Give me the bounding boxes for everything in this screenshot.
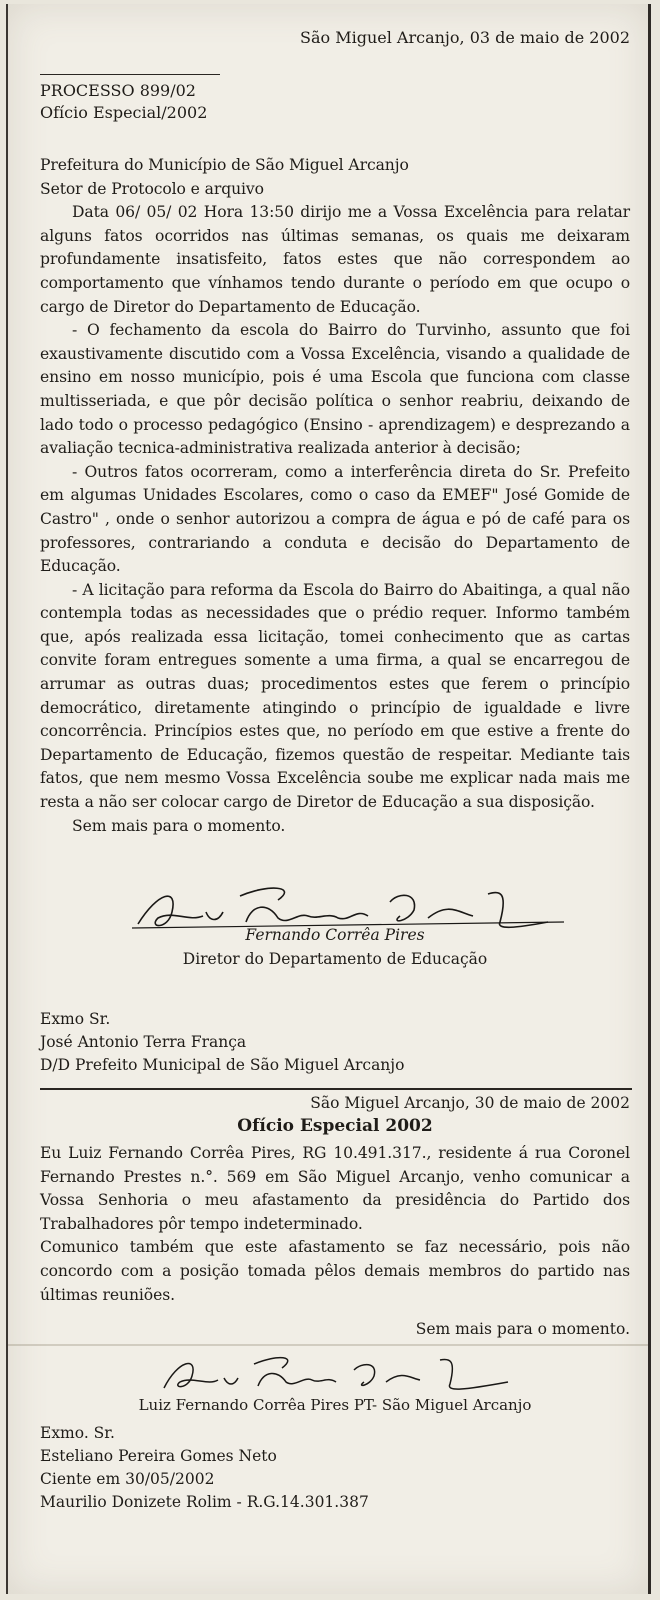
letter2-title: Ofício Especial 2002 (237, 1116, 433, 1136)
letter1-body (40, 154, 630, 838)
section-divider (40, 1088, 632, 1090)
signer-title: Diretor do Departamento de Educação (182, 950, 488, 968)
letter1-header (40, 80, 630, 124)
letter2-closing: Sem mais para o momento. (415, 1320, 630, 1338)
header-rule (40, 74, 220, 75)
letter2-addressee (40, 1422, 630, 1514)
paragraph: Comunico também que este afastamento se faz necessário, pois não concordo com a posição tomada pêlos demais membros do partido nas últimas reuniões. (40, 1238, 630, 1304)
newspaper-clipping (6, 4, 651, 1594)
addressee-line: D/D Prefeito Municipal de São Miguel Arcanjo (40, 1056, 405, 1074)
letter2-signer: Luiz Fernando Corrêa Pires PT- São Miguel Arcanjo (138, 1396, 532, 1414)
oficio-label: Ofício Especial/2002 (40, 103, 208, 122)
paper-fold (8, 1344, 648, 1346)
addressee-line: José Antonio Terra França (40, 1033, 247, 1051)
paragraph: - O fechamento da escola do Bairro do Turvinho, assunto que foi exaustivamente discutido com a Vossa Excelência, visando a qualidade de ensino em nosso município, pois é uma Escola que funciona com classe multisseriada, e que pôr decisão política o senhor reabriu, deixando de lado todo o processo pedagógico (Ensino - aprendizagem) e desprezando a avaliação tecnica-administrativa realizada anterior à decisão; (40, 321, 630, 458)
recipient-line: Prefeitura do Município de São Miguel Arcanjo (40, 156, 409, 174)
addressee-line: Exmo Sr. (40, 1010, 111, 1028)
paragraph: - A licitação para reforma da Escola do Bairro do Abaitinga, a qual não contempla todas as necessidades que o prédio requer. Informo também que, após realizada essa licitação, tomei conhecimento que as cartas convite foram entregues somente a uma firma, a qual se encarregou de arrumar as outras duas; procedimentos estes que ferem o princípio democrático, diretamente atingindo o princípio de igualdade e livre concorrência. Princípios estes que, no período em que estive a frente do Departamento de Educação, fizemos questão de respeitar. Mediante tais fatos, que nem mesmo Vossa Excelência soube me explicar nada mais me resta a não ser colocar cargo de Diretor de Educação a sua disposição. (40, 580, 630, 812)
letter1-addressee (40, 1008, 630, 1077)
letter1-date: São Miguel Arcanjo, 03 de maio de 2002 (299, 28, 630, 47)
addressee-line: Exmo. Sr. (40, 1424, 115, 1442)
processo-number: PROCESSO 899/02 (40, 81, 196, 100)
addressee-line: Maurilio Donizete Rolim - R.G.14.301.387 (40, 1493, 369, 1511)
paragraph: - Outros fatos ocorreram, como a interferência direta do Sr. Prefeito em algumas Unidades Escolares, como o caso da EMEF" José Gomide de Castro" , onde o senhor autorizou a compra de água e pó de café para os professores, contrariando a conduta e decisão do Departamento de Educação. (40, 462, 630, 576)
recipient-line: Setor de Protocolo e arquivo (40, 179, 264, 198)
signer-name: Fernando Corrêa Pires (245, 926, 425, 944)
addressee-line: Ciente em 30/05/2002 (40, 1470, 215, 1488)
paragraph: Eu Luiz Fernando Corrêa Pires, RG 10.491.317., residente á rua Coronel Fernando Prestes n.°. 569 em São Miguel Arcanjo, venho comunicar a Vossa Senhoria o meu afastamento da presidência do Partido dos Trabalhadores pôr tempo indeterminado. (40, 1144, 630, 1233)
closing-line: Sem mais para o momento. (72, 816, 286, 835)
letter2-date: São Miguel Arcanjo, 30 de maio de 2002 (310, 1094, 630, 1112)
signature-2 (158, 1352, 518, 1398)
addressee-line: Esteliano Pereira Gomes Neto (40, 1447, 277, 1465)
letter2-body (40, 1142, 630, 1307)
paragraph: Data 06/ 05/ 02 Hora 13:50 dirijo me a Vossa Excelência para relatar alguns fatos ocorridos nas últimas semanas, os quais me deixaram profundamente insatisfeito, fatos estes que não correspondem ao comportamento que vínhamos tendo durante o período em que ocupo o cargo de Diretor do Departamento de Educação. (40, 203, 630, 316)
